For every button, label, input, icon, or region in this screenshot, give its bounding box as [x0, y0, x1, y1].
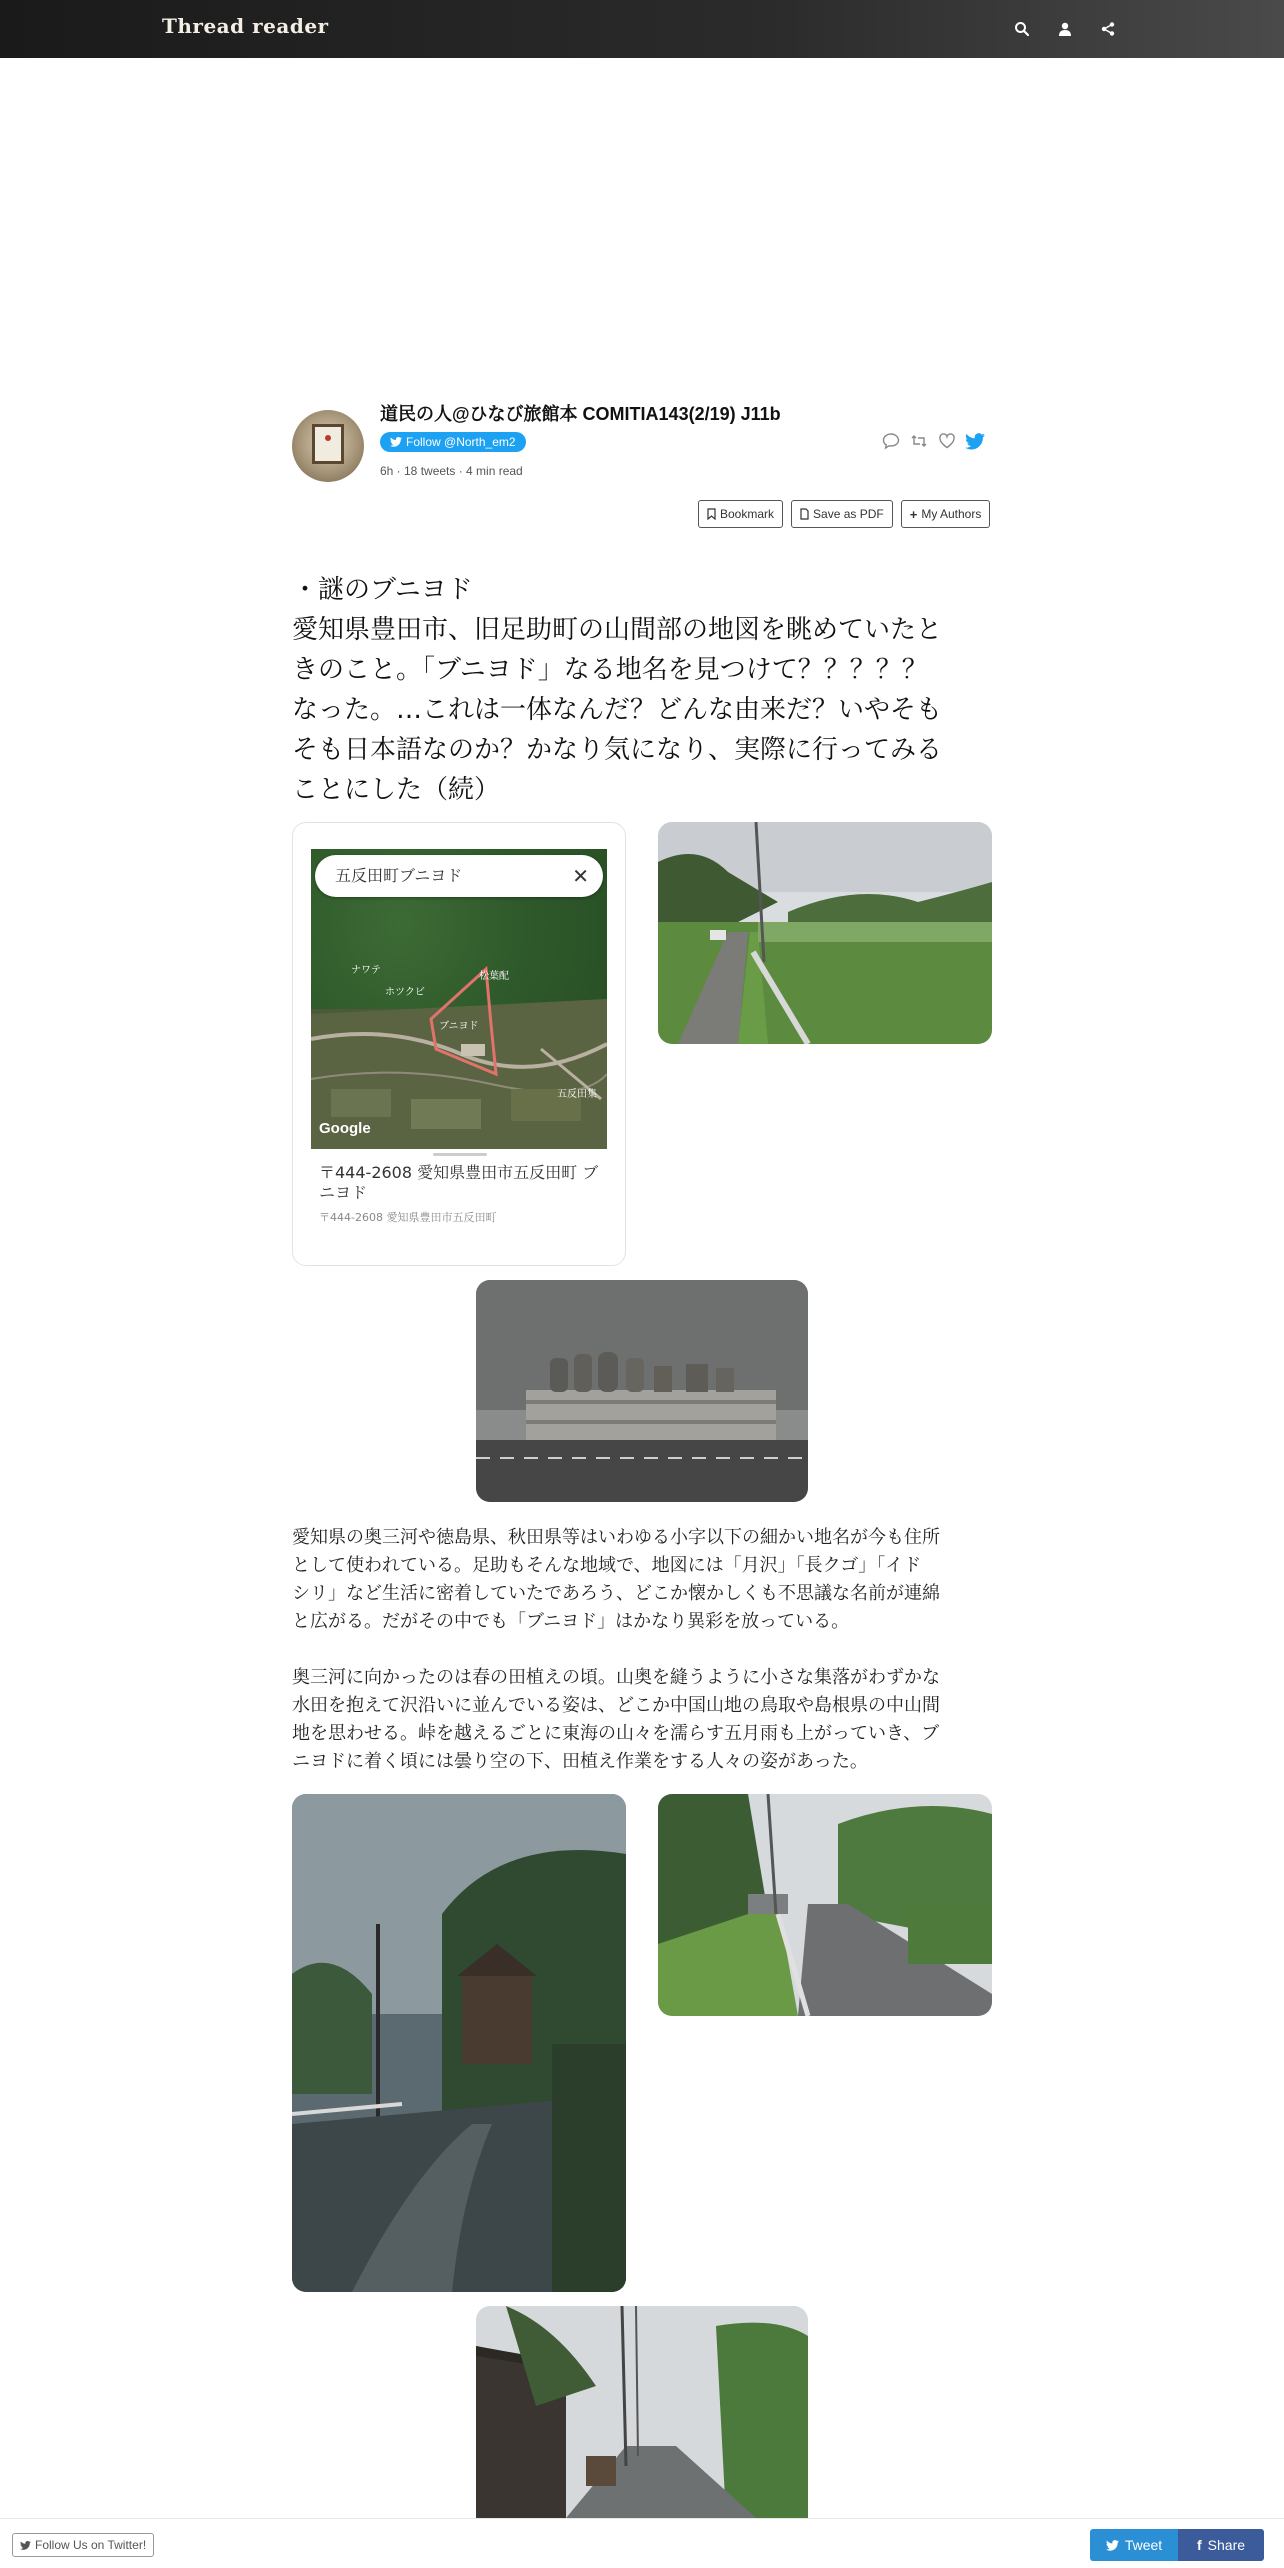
tweet-actions — [880, 430, 986, 452]
paragraph-line: 水田を抱えて沢沿いに並んでいる姿は、どこか中国山地の鳥取や島根県の中山間 — [292, 1695, 940, 1716]
bookmark-label: Bookmark — [720, 507, 775, 521]
photo-rural-road-field[interactable] — [658, 822, 992, 1044]
thread-paragraph-2 — [292, 1664, 992, 1776]
map-search-box — [315, 855, 603, 897]
bookmark-icon — [707, 508, 716, 520]
author-name[interactable]: 道民の人@ひなび旅館本 COMITIA143(2/19) J11b — [380, 404, 781, 424]
facebook-share-button[interactable] — [1178, 2529, 1264, 2561]
pdf-file-icon — [800, 508, 809, 520]
paragraph-line: 地を思わせる。峠を越えるごとに東海の山々を濡らす五月雨も上がっていき、ブ — [292, 1723, 940, 1744]
lead-line: なった。…これは一体なんだ？どんな由来だ？いやそも — [292, 695, 943, 725]
photo-old-houses-street[interactable] — [476, 2306, 808, 2518]
photo-graphic — [292, 1794, 626, 2292]
follow-us-label: Follow Us on Twitter! — [35, 2538, 147, 2552]
follow-author-label: Follow @North_em2 — [406, 435, 516, 449]
sheet-handle — [433, 1153, 487, 1156]
tweet-label: Tweet — [1124, 2537, 1163, 2553]
facebook-icon: f — [1196, 2537, 1202, 2553]
photo-village-road-curve[interactable] — [658, 1794, 992, 2016]
plus-icon: + — [909, 506, 918, 522]
save-as-pdf-label: Save as PDF — [813, 507, 884, 521]
map-label: 松葉配 — [479, 971, 509, 982]
map-label: ホツクビ — [385, 987, 425, 998]
paragraph-line: シリ」など生活に密着していたであろう、どこか懐かしくも不思議な名前が連綿 — [292, 1583, 940, 1604]
save-as-pdf-button[interactable] — [791, 500, 893, 528]
photo-graphic — [476, 2306, 808, 2518]
photo-stone-jizo-statues[interactable] — [476, 1280, 808, 1502]
photo-graphic — [476, 1280, 808, 1502]
twitter-bird-icon — [20, 2541, 31, 2550]
twitter-bird-icon — [1106, 2540, 1119, 2551]
photo-graphic — [658, 822, 992, 1044]
avatar-frame-graphic — [312, 424, 344, 464]
ad-space — [0, 58, 1284, 398]
search-icon[interactable] — [1010, 17, 1034, 41]
google-logo: Google — [319, 1120, 371, 1137]
follow-author-button[interactable] — [380, 432, 526, 452]
close-icon: ✕ — [572, 864, 589, 888]
photo-graphic — [658, 1794, 992, 2016]
reply-icon[interactable] — [880, 430, 902, 452]
lead-line: きのこと。「ブニヨド」なる地名を見つけて？？？？？ — [292, 655, 928, 685]
site-logo[interactable] — [162, 14, 329, 38]
paragraph-line: 愛知県の奥三河や徳島県、秋田県等はいわゆる小字以下の細かい地名が今も住所 — [292, 1527, 940, 1548]
author-avatar[interactable] — [292, 410, 364, 482]
map-search-text: 五反田町ブニヨド — [335, 866, 463, 885]
follow-us-twitter-button[interactable] — [12, 2533, 154, 2557]
map-label: ナワテ — [351, 965, 381, 976]
satellite-map — [311, 849, 607, 1149]
thread-paragraph-1 — [292, 1524, 992, 1636]
logo-text-reader: reader — [252, 14, 329, 38]
retweet-icon[interactable] — [908, 430, 930, 452]
top-navigation-bar — [0, 0, 1284, 58]
paragraph-line: 奥三河に向かったのは春の田植えの頃。山奥を縫うように小さな集落がわずかな — [292, 1667, 940, 1688]
thread-meta: 6h · 18 tweets · 4 min read — [380, 464, 523, 478]
paragraph-line: として使われている。足助もそんな地域で、地図には「月沢」「長クゴ」「イド — [292, 1555, 922, 1576]
share-icon[interactable] — [1096, 17, 1120, 41]
lead-line: 愛知県豊田市、旧足助町の山間部の地図を眺めていたと — [292, 615, 943, 645]
thread-toolbar — [698, 500, 990, 528]
lead-line: ・謎のブニヨド — [292, 575, 473, 605]
map-label: 五反田集 — [557, 1089, 597, 1100]
my-authors-label: My Authors — [921, 507, 982, 521]
twitter-icon[interactable] — [964, 430, 986, 452]
address-main: 〒444-2608 愛知県豊田市五反田町 ブニヨド — [319, 1163, 599, 1202]
thread-lead-text — [292, 570, 992, 810]
lead-line: そも日本語なのか？かなり気になり、実際に行ってみる — [292, 735, 943, 765]
bookmark-button[interactable] — [698, 500, 783, 528]
lead-line: ことにした（続） — [292, 775, 501, 805]
map-screenshot-image[interactable] — [292, 822, 626, 1266]
my-authors-button[interactable] — [901, 500, 991, 528]
address-sub: 〒444-2608 愛知県豊田市五反田町 — [319, 1211, 497, 1224]
tweet-button[interactable] — [1090, 2529, 1178, 2561]
paragraph-line: ニヨドに着く頃には曇り空の下、田植え作業をする人々の姿があった。 — [292, 1751, 868, 1772]
logo-text-thread: Thread — [162, 14, 245, 38]
footer-bar — [0, 2518, 1284, 2568]
share-label: Share — [1207, 2537, 1246, 2553]
like-icon[interactable] — [936, 430, 958, 452]
photo-rainy-mountain-road[interactable] — [292, 1794, 626, 2292]
paragraph-line: と広がる。だがその中でも「ブニヨド」はかなり異彩を放っている。 — [292, 1611, 850, 1632]
user-icon[interactable] — [1053, 17, 1077, 41]
twitter-bird-icon — [390, 437, 402, 447]
map-label: ブニヨド — [439, 1021, 479, 1032]
